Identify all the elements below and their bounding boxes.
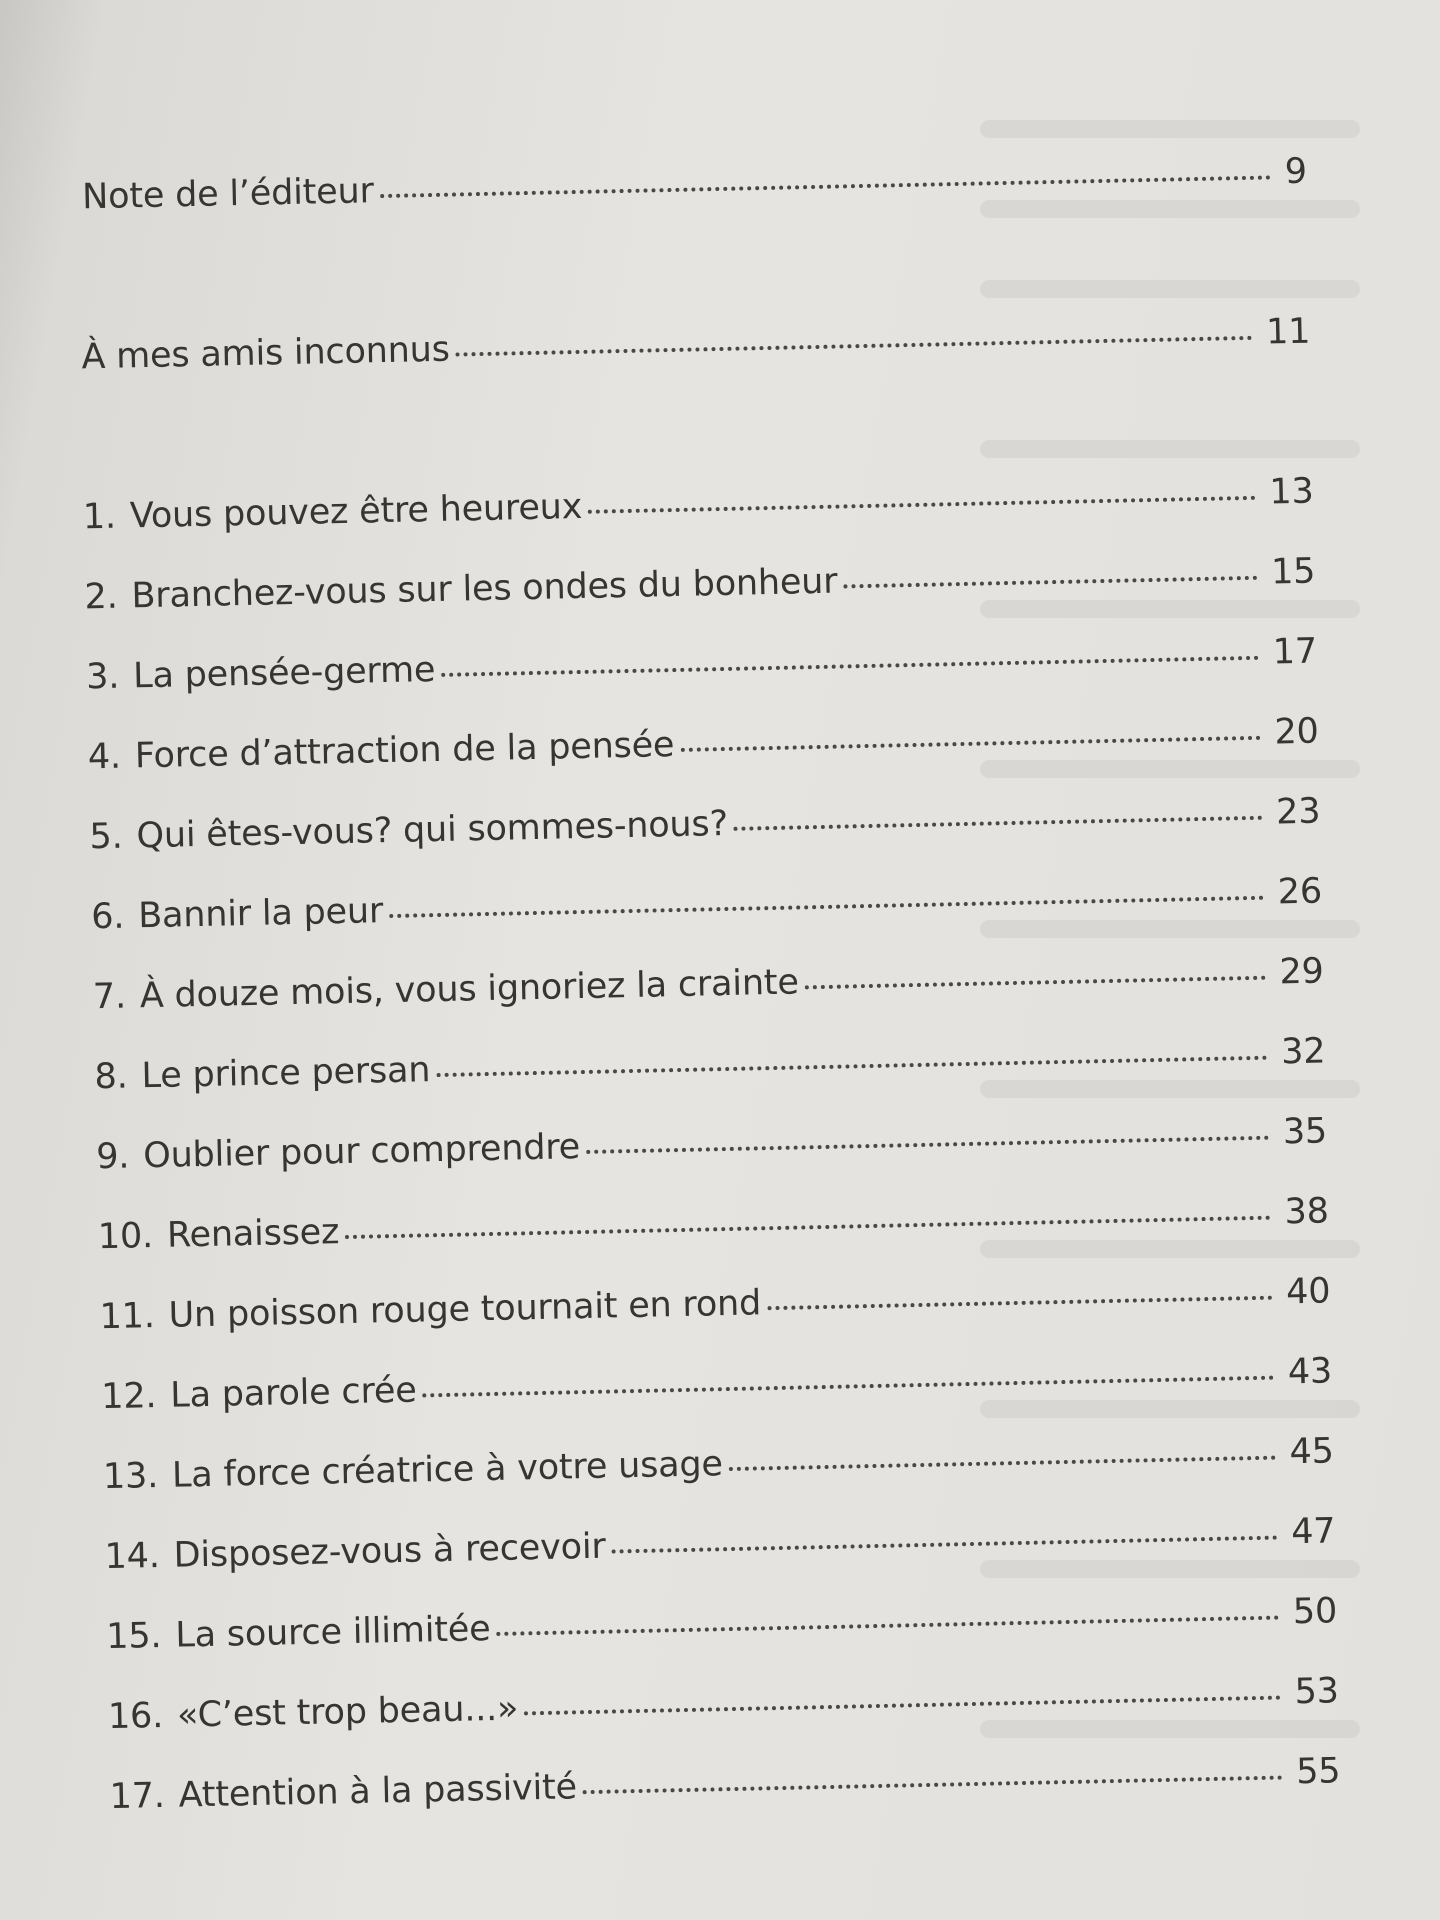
- chapter-number: 9.: [95, 1136, 130, 1178]
- toc-entry-chapter: [89, 791, 1321, 858]
- dot-leader: [456, 336, 1253, 357]
- toc-entry-title: La pensée-germe: [132, 650, 436, 697]
- toc-entry-title: Force d’attraction de la pensée: [134, 725, 675, 777]
- chapter-number: 11.: [99, 1296, 156, 1338]
- toc-entry-title: Un poisson rouge tournait en rond: [168, 1283, 762, 1336]
- toc-entry-page: 26: [1277, 871, 1323, 913]
- dot-leader: [423, 1376, 1274, 1398]
- toc-entry-page: 20: [1274, 711, 1320, 753]
- chapter-number: 13.: [102, 1456, 159, 1498]
- toc-entry-chapter: [107, 1671, 1340, 1738]
- chapter-number: 5.: [89, 816, 123, 858]
- dot-leader: [843, 576, 1257, 589]
- toc-entry-chapter: [95, 1111, 1328, 1178]
- chapter-number: 12.: [100, 1376, 157, 1418]
- toc-entry-page: 45: [1289, 1431, 1335, 1473]
- toc-entry-chapter: [100, 1351, 1333, 1418]
- toc-entry-page: 11: [1265, 311, 1311, 353]
- toc-entry-page: 53: [1294, 1671, 1340, 1713]
- chapter-number: 10.: [97, 1216, 154, 1258]
- chapter-number: 3.: [85, 656, 120, 698]
- chapter-number: 15.: [105, 1615, 162, 1658]
- toc-entry-title: Oublier pour comprendre: [142, 1127, 581, 1177]
- toc-entry-chapter: [87, 711, 1320, 778]
- toc-entry-title: Le prince persan: [141, 1050, 431, 1097]
- toc-entry-page: 50: [1292, 1591, 1338, 1633]
- toc-entry-page: 47: [1290, 1511, 1336, 1553]
- dot-leader: [680, 736, 1260, 752]
- toc-entry-title: Renaissez: [166, 1212, 340, 1256]
- dot-leader: [345, 1216, 1270, 1239]
- chapter-number: 1.: [82, 496, 117, 538]
- dot-leader: [612, 1536, 1278, 1554]
- chapter-number: 8.: [94, 1056, 128, 1098]
- toc-entry-editor-note: [81, 151, 1308, 218]
- toc-entry-chapter: [99, 1271, 1331, 1338]
- toc-entry-title: La source illimitée: [174, 1609, 491, 1656]
- dot-leader: [389, 896, 1264, 918]
- chapter-number: 6.: [90, 896, 125, 938]
- chapter-number: 4.: [87, 736, 122, 778]
- toc-entry-chapter: [85, 631, 1318, 698]
- chapter-number: 16.: [107, 1695, 164, 1738]
- toc-entry-chapter: [105, 1591, 1338, 1658]
- toc-entry-title: Bannir la peur: [137, 891, 384, 937]
- toc-entry-chapter: [84, 551, 1316, 618]
- toc-entry-title: Vous pouvez être heureux: [129, 486, 583, 537]
- toc-entry-page: 55: [1295, 1751, 1341, 1793]
- toc-entry-title: À mes amis inconnus: [81, 329, 451, 378]
- toc-entry-chapter: [104, 1511, 1336, 1578]
- toc-entry-title: Qui êtes-vous? qui sommes-nous?: [136, 803, 729, 857]
- toc-entry-chapter: [92, 951, 1325, 1018]
- dot-leader: [729, 1456, 1276, 1471]
- dot-leader: [734, 816, 1262, 831]
- chapter-number: 17.: [109, 1775, 166, 1818]
- toc-entry-page: 35: [1282, 1111, 1328, 1153]
- dot-leader: [380, 175, 1271, 198]
- chapter-number: 14.: [104, 1536, 161, 1578]
- toc-entry-page: 38: [1284, 1191, 1330, 1233]
- toc-entry-page: 13: [1269, 471, 1315, 513]
- dot-leader: [441, 656, 1259, 677]
- toc-entry-page: 32: [1280, 1031, 1326, 1073]
- toc-entry-title: La force créatrice à votre usage: [171, 1444, 724, 1496]
- dot-leader: [436, 1056, 1267, 1077]
- toc-entry-page: 43: [1287, 1351, 1333, 1393]
- toc-entry-title: Note de l’éditeur: [81, 171, 375, 218]
- dot-leader: [586, 1136, 1269, 1154]
- toc-entry-chapter: [109, 1751, 1341, 1818]
- toc-entry-chapter: [82, 471, 1315, 538]
- toc-entry-title: Disposez-vous à recevoir: [173, 1526, 606, 1576]
- dot-leader: [767, 1296, 1272, 1311]
- toc-entry-page: 15: [1270, 551, 1316, 593]
- toc-entry-page: 17: [1272, 631, 1318, 673]
- dot-leader: [588, 496, 1255, 514]
- dot-leader: [583, 1776, 1282, 1795]
- toc-entry-foreword: [81, 311, 1311, 378]
- toc-entry-page: 40: [1285, 1271, 1331, 1313]
- dot-leader: [524, 1696, 1280, 1716]
- toc-entry-chapter: [102, 1431, 1335, 1498]
- chapter-number: 7.: [92, 976, 127, 1018]
- toc-entry-title: Attention à la passivité: [178, 1767, 578, 1816]
- toc-entry-page: 23: [1275, 791, 1321, 833]
- toc-entry-title: «C’est trop beau...»: [176, 1688, 519, 1736]
- toc-entry-page: 9: [1284, 151, 1308, 193]
- toc-entry-chapter: [97, 1191, 1330, 1258]
- dot-leader: [496, 1616, 1279, 1636]
- toc-entry-chapter: [90, 871, 1323, 938]
- toc-entry-page: 29: [1279, 951, 1325, 993]
- toc-entry-title: Branchez-vous sur les ondes du bonheur: [131, 561, 838, 617]
- toc-entry-chapter: [94, 1031, 1326, 1098]
- toc-entry-title: La parole crée: [169, 1370, 417, 1416]
- chapter-number: 2.: [84, 576, 118, 618]
- toc-entry-title: À douze mois, vous ignoriez la crainte: [139, 962, 800, 1017]
- dot-leader: [805, 976, 1266, 990]
